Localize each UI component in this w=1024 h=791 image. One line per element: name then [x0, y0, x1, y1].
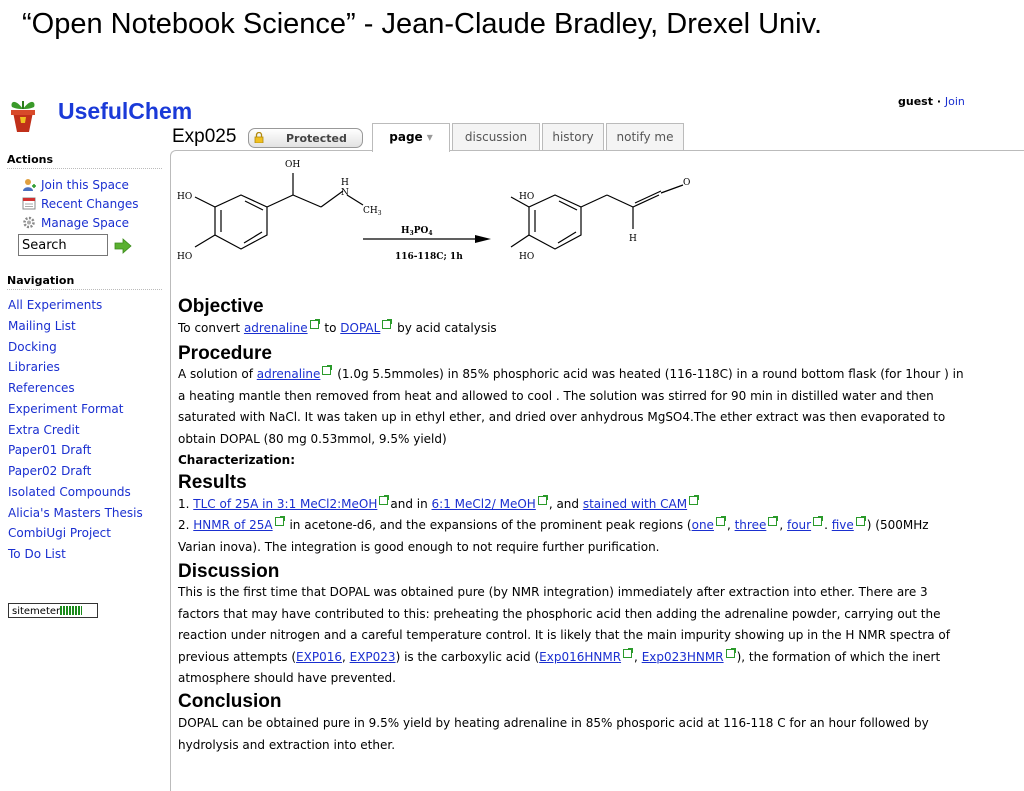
discussion-heading: Discussion [178, 561, 280, 582]
conclusion-heading: Conclusion [178, 691, 282, 712]
discussion-text [178, 582, 968, 690]
h-label: H [341, 178, 349, 188]
procedure-heading: Procedure [178, 343, 272, 364]
sidebar-item-experiment-format[interactable]: Experiment Format [8, 402, 124, 416]
sidebar-item-join-space[interactable] [22, 178, 129, 192]
sidebar-item-libraries[interactable]: Libraries [8, 360, 60, 374]
results-text-part: , and [548, 497, 583, 511]
expansion-one-link[interactable]: one [691, 518, 714, 532]
ho-label: HO [519, 192, 535, 202]
divider [7, 289, 162, 290]
user-name: guest [898, 95, 933, 108]
ch3-sub: 3 [377, 210, 382, 217]
expansion-three-link[interactable]: three [734, 518, 767, 532]
reagent-base: H [401, 226, 410, 236]
list-number: 1. [178, 497, 194, 511]
external-link-icon [382, 320, 391, 329]
results-line-2 [178, 518, 929, 532]
dopal-link[interactable]: DOPAL [340, 321, 381, 335]
sidebar-item-recent-changes[interactable] [22, 197, 138, 211]
divider [7, 168, 162, 169]
objective-text-part: to [320, 321, 341, 335]
external-link-icon [813, 517, 822, 526]
page-title: Exp025 [172, 126, 237, 147]
protected-button[interactable] [248, 128, 363, 148]
site-logo-text[interactable]: UsefulChem [58, 98, 193, 124]
lock-icon [254, 132, 264, 143]
results-text-part: , [779, 518, 787, 532]
conclusion-text: DOPAL can be obtained pure in 9.5% yield by heating adrenaline in 85% phosporic acid at 116-118 C for an hour followed by hydrolysis and extraction into ether. [178, 716, 929, 752]
exp023-link[interactable]: EXP023 [349, 649, 396, 664]
procedure-text [178, 364, 968, 472]
reagent-sub: 4 [428, 230, 433, 237]
results-line-3: Varian inova). The integration is good enough to not require further purification. [178, 540, 660, 554]
go-arrow-icon[interactable] [114, 238, 132, 254]
adrenaline-link[interactable]: adrenaline [243, 321, 308, 335]
reaction-scheme [175, 155, 705, 267]
results-heading: Results [178, 472, 247, 493]
sidebar-item-to-do-list[interactable]: To Do List [8, 547, 66, 561]
characterization-label: Characterization: [178, 453, 295, 467]
actions-heading: Actions [7, 153, 53, 166]
sidebar-item-alicias-masters-thesis[interactable]: Alicia's Masters Thesis [8, 506, 143, 520]
tab-history[interactable]: history [542, 123, 604, 150]
external-link-icon [322, 366, 331, 375]
expansion-four-link[interactable]: four [786, 518, 812, 532]
tab-discussion[interactable]: discussion [452, 123, 540, 150]
ch3-label [363, 206, 382, 217]
discussion-text-part: , [634, 649, 642, 664]
oh-label: OH [285, 160, 301, 170]
sidebar-item-combiugi-project[interactable]: CombiUgi Project [8, 526, 111, 540]
results-line-1 [178, 497, 700, 511]
reagent-mid: PO [413, 226, 429, 236]
external-link-icon [689, 496, 698, 505]
objective-heading: Objective [178, 296, 264, 317]
h-label: H [629, 234, 637, 244]
o-label: O [683, 178, 691, 188]
ho-label: HO [177, 252, 193, 262]
external-link-icon [275, 517, 284, 526]
external-link-icon [726, 649, 735, 658]
usefulchem-logo-icon[interactable] [8, 95, 38, 135]
discussion-text-part: ) is the carboxylic acid ( [395, 649, 540, 664]
gear-icon [22, 216, 36, 229]
sidebar-item-docking[interactable]: Docking [8, 340, 57, 354]
exp023hnmr-link[interactable]: Exp023HNMR [641, 649, 724, 664]
sidebar-item-label: Join this Space [41, 178, 129, 192]
external-link-icon [379, 496, 388, 505]
results-text-part: . [824, 518, 832, 532]
discussion-text-part: , [341, 649, 350, 664]
tlc-meoh-link[interactable]: 6:1 MeCl2/ MeOH [431, 497, 536, 511]
slide-title: “Open Notebook Science” - Jean-Claude Bradley, Drexel Univ. [22, 8, 823, 40]
objective-text-part: To convert [178, 321, 244, 335]
join-link[interactable]: Join [944, 95, 965, 108]
sitemeter-label: sitemeter [12, 606, 61, 617]
tab-page-label: page [389, 130, 423, 144]
n-label: N [341, 188, 349, 198]
list-number: 2. [178, 518, 194, 532]
sidebar-item-label: Recent Changes [41, 197, 139, 211]
ho-label: HO [177, 192, 193, 202]
calendar-icon [22, 197, 36, 210]
search-input[interactable] [18, 234, 108, 256]
procedure-text-part: (1.0g 5.5mmoles) in 85% phosphoric acid was heated (116-118C) in a round bottom flask (for 1hour ) in a heating mantle then removed from heat and allowed to cool . The solution was stirred for 90 min in distilled water and then saturated with NaCl. It was taken up in ethyl ether, and dried over anhydrous MgSO4.The ether extract was then evaporated to obtain DOPAL (80 mg 0.53mmol, 9.5% yield) [178, 367, 964, 446]
user-separator: · [936, 95, 942, 108]
sitemeter-badge[interactable] [8, 603, 98, 618]
objective-text-part: by acid catalysis [393, 321, 497, 335]
bar-chart-icon [60, 606, 82, 615]
discussion-text-part: This is the first time that DOPAL was obtained pure (by NMR integration) immediately after extraction into ether. There are 3 factors that may have contributed to this: preheating the phosphoric acid then adding the adrenaline powder, carrying out the reaction under nitrogen and a careful temperature control. It is likely that the main impurity showing up in the H NMR spectra of previous attempts ( [178, 585, 950, 664]
tab-notify-me[interactable]: notify me [606, 123, 684, 150]
sidebar-item-paper01-draft[interactable]: Paper01 Draft [8, 443, 92, 457]
external-link-icon [856, 517, 865, 526]
adrenaline-link[interactable]: adrenaline [256, 367, 321, 381]
sidebar-item-all-experiments[interactable]: All Experiments [8, 298, 103, 312]
tlc-link[interactable]: TLC of 25A in 3:1 MeCl2:MeOH [193, 497, 378, 511]
ch3-base: CH [363, 206, 378, 216]
results-text-part: , [726, 518, 735, 532]
navigation-heading: Navigation [7, 274, 75, 287]
exp016hnmr-link[interactable]: Exp016HNMR [539, 649, 622, 664]
sidebar-item-mailing-list[interactable]: Mailing List [8, 319, 76, 333]
user-links [898, 95, 965, 108]
tab-page[interactable] [372, 123, 450, 152]
expansion-five-link[interactable]: five [831, 518, 854, 532]
exp016-link[interactable]: EXP016 [296, 649, 342, 664]
sidebar-item-references[interactable]: References [8, 381, 75, 395]
external-link-icon [716, 517, 725, 526]
external-link-icon [768, 517, 777, 526]
sidebar-item-paper02-draft[interactable]: Paper02 Draft [8, 464, 92, 478]
procedure-text-part: A solution of [178, 367, 257, 381]
external-link-icon [538, 496, 547, 505]
sidebar-item-label: Manage Space [41, 216, 130, 230]
sidebar-item-extra-credit[interactable]: Extra Credit [8, 423, 80, 437]
cam-stain-link[interactable]: stained with CAM [582, 497, 688, 511]
discussion-text-part: ), the formation of which the inert atmosphere should have prevented. [178, 649, 941, 685]
sidebar-item-isolated-compounds[interactable]: Isolated Compounds [8, 485, 131, 499]
external-link-icon [310, 320, 319, 329]
objective-text [178, 321, 497, 335]
chevron-down-icon: ▾ [426, 130, 433, 144]
reagent-label [401, 226, 433, 237]
results-text-part: in acetone-d6, and the expansions of the prominent peak regions ( [285, 518, 692, 532]
hnmr-link[interactable]: HNMR of 25A [193, 518, 273, 532]
ho-label: HO [519, 252, 535, 262]
external-link-icon [623, 649, 632, 658]
conditions-label: 116-118C; 1h [395, 252, 463, 262]
protected-label: Protected [286, 132, 347, 145]
user-icon [22, 178, 36, 191]
results-text-part: and in [390, 497, 432, 511]
reagent-sub: 3 [409, 230, 414, 237]
sidebar-item-manage-space[interactable] [22, 216, 129, 230]
results-text-part: ) (500MHz [866, 518, 929, 532]
